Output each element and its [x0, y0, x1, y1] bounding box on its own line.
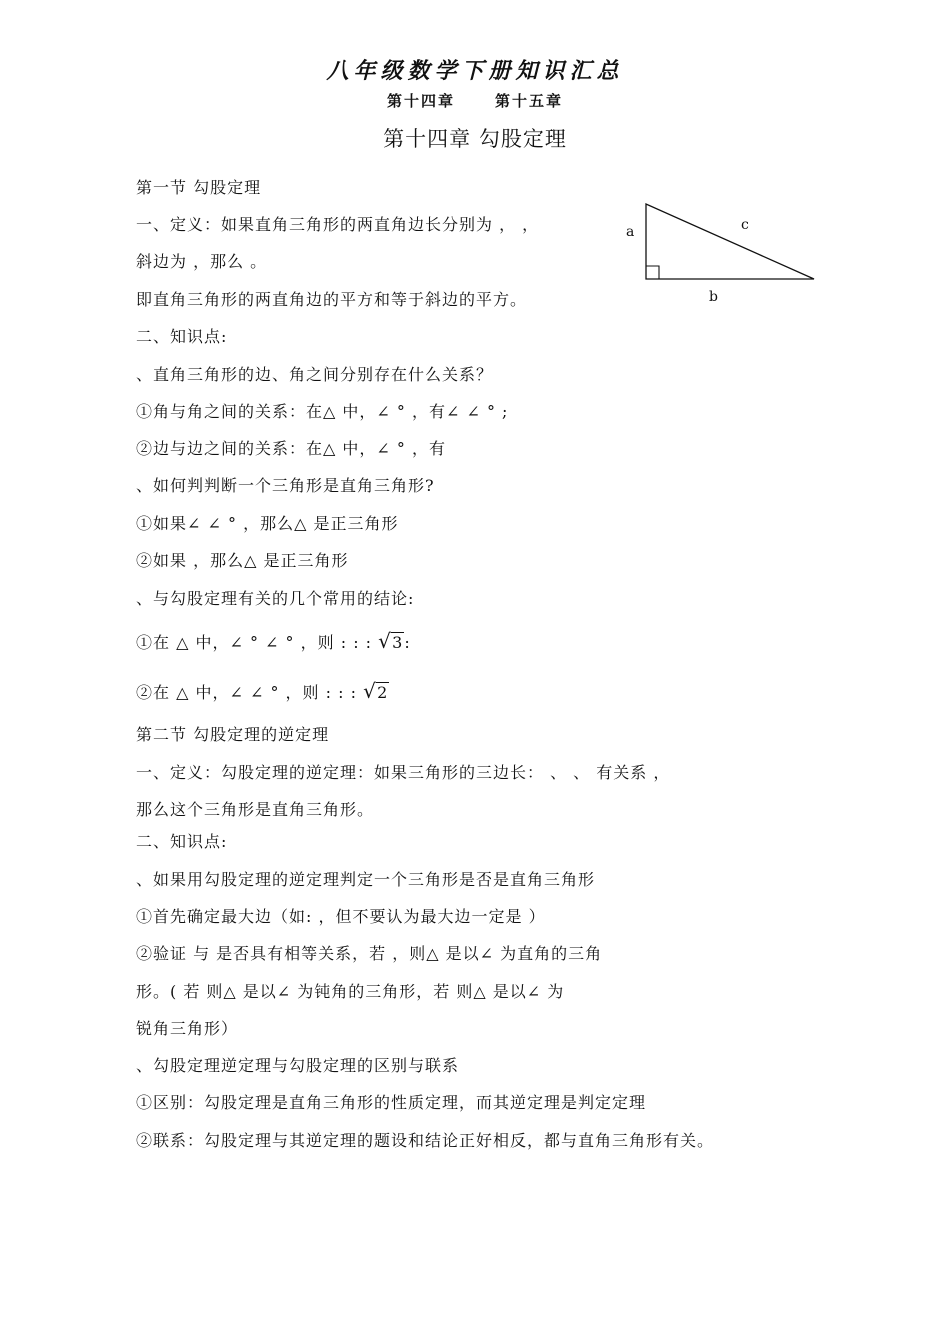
chapter-title: 第十四章 勾股定理	[383, 127, 567, 151]
section2-question1: 、如果用勾股定理的逆定理判定一个三角形是否是直角三角形	[136, 870, 596, 889]
radical-sign-icon: √	[363, 679, 377, 703]
section2-question1-step1: ①首先确定最大边（如: ，但不要认为最大边一定是 ）	[136, 907, 546, 926]
section1-points-heading: 二、知识点:	[136, 327, 228, 346]
section1-definition-line2: 斜边为 ，那么 。	[136, 252, 268, 271]
right-angle-marker-icon	[646, 266, 659, 279]
sqrt-2-symbol	[363, 679, 389, 703]
section1-question2: 、如何判判断一个三角形是直角三角形?	[136, 476, 435, 495]
subtitle-chapter-14: 第十四章	[386, 92, 455, 110]
section2-question1-step2-cont: 形。( 若 则△ 是以∠ 为钝角的三角形，若 则△ 是以∠ 为	[136, 982, 565, 1001]
section1-question1: 、直角三角形的边、角之间分别存在什么关系？	[136, 365, 494, 384]
right-triangle-diagram	[616, 198, 826, 313]
section1-question2-sides: ②如果 ，那么△ 是正三角形	[136, 551, 349, 570]
result1-text: ①在 △ 中，∠ ° ∠ ° ，则 : : :	[136, 633, 373, 652]
section1-definition-line1: 一、定义：如果直角三角形的两直角边长分别为 ， ，	[136, 215, 540, 234]
side-c-label: c	[741, 217, 749, 233]
section1-question3-result2	[136, 680, 389, 703]
section2-question2: 、勾股定理逆定理与勾股定理的区别与联系	[136, 1056, 460, 1075]
section1-definition-line3: 即直角三角形的两直角边的平方和等于斜边的平方。	[136, 290, 528, 309]
radical-sign-icon: √	[378, 629, 392, 653]
section1-question2-angles: ①如果∠ ∠ ° ，那么△ 是正三角形	[136, 514, 399, 533]
document-title: 八年级数学下册知识汇总	[326, 58, 624, 84]
section2-definition-line2: 那么这个三角形是直角三角形。	[136, 800, 375, 819]
section1-heading: 第一节 勾股定理	[136, 178, 262, 197]
sqrt-3-symbol	[378, 629, 404, 653]
section2-definition-line1: 一、定义：勾股定理的逆定理：如果三角形的三边长： 、 、 有关系 ，	[136, 763, 671, 782]
section1-question3: 、与勾股定理有关的几个常用的结论:	[136, 589, 415, 608]
section1-question1-angles: ①角与角之间的关系：在△ 中，∠ ° ，有∠ ∠ ° ;	[136, 402, 509, 421]
subtitle-chapter-15: 第十五章	[495, 92, 564, 110]
side-a-label: a	[626, 224, 635, 240]
result2-text: ②在 △ 中，∠ ∠ ° ，则 : : :	[136, 683, 357, 702]
sqrt-2-radicand: 2	[377, 683, 389, 702]
section2-points-heading: 二、知识点:	[136, 832, 228, 851]
section2-question2-difference: ①区别：勾股定理是直角三角形的性质定理，而其逆定理是判定定理	[136, 1093, 647, 1112]
section2-question1-step2-end: 锐角三角形）	[136, 1019, 239, 1038]
right-triangle-figure	[616, 198, 826, 313]
result1-tail: :	[404, 633, 411, 652]
sqrt-3-radicand: 3	[392, 633, 404, 652]
section2-question2-relation: ②联系：勾股定理与其逆定理的题设和结论正好相反，都与直角三角形有关。	[136, 1131, 715, 1150]
triangle-outline	[646, 204, 814, 279]
section2-heading: 第二节 勾股定理的逆定理	[136, 725, 330, 744]
document-subtitle	[0, 90, 950, 111]
section1-question3-result1	[136, 630, 411, 653]
side-b-label: b	[709, 289, 718, 305]
section2-question1-step2: ②验证 与 是否具有相等关系，若 ，则△ 是以∠ 为直角的三角	[136, 944, 603, 963]
section1-question1-sides: ②边与边之间的关系：在△ 中，∠ ° ，有	[136, 439, 446, 458]
